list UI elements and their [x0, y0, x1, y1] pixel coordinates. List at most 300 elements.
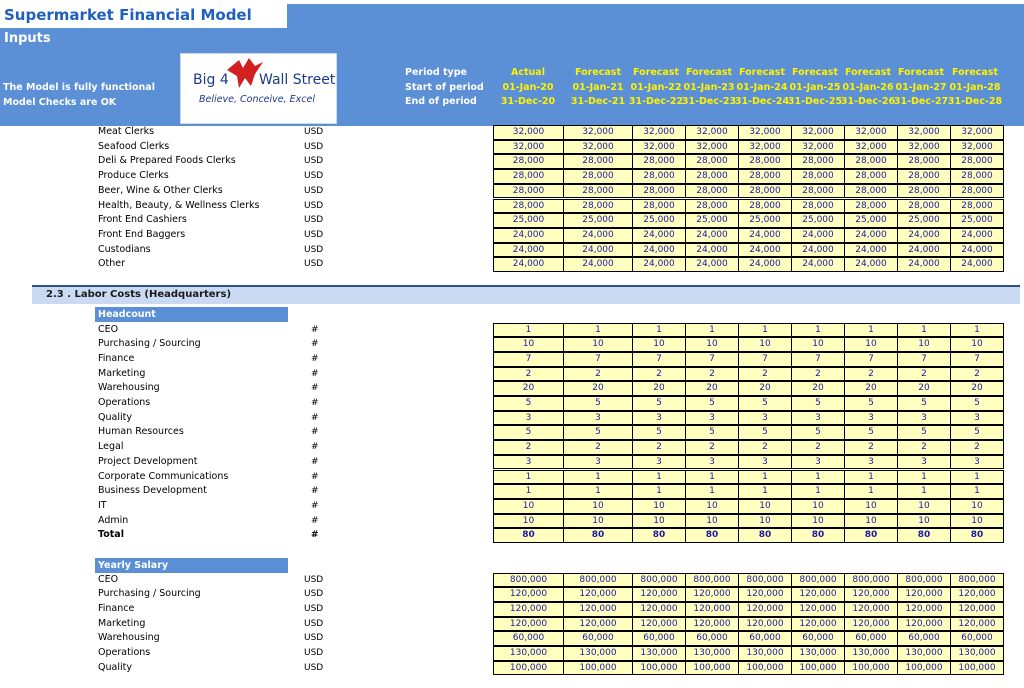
input-cell[interactable]: 10 — [897, 514, 951, 529]
input-cell[interactable]: 60,000 — [844, 631, 898, 646]
input-cell[interactable]: 28,000 — [791, 169, 845, 184]
input-cell[interactable]: 120,000 — [563, 617, 633, 632]
row-label: Legal — [98, 441, 124, 453]
input-cell[interactable]: 25,000 — [632, 213, 686, 228]
input-cell[interactable]: 24,000 — [632, 228, 686, 243]
input-cell[interactable]: 800,000 — [493, 573, 564, 588]
input-cell[interactable]: 2 — [791, 367, 845, 382]
input-cell[interactable]: 25,000 — [563, 213, 633, 228]
input-cell[interactable]: 10 — [685, 514, 739, 529]
input-cell[interactable]: 1 — [791, 470, 845, 485]
input-cell[interactable]: 100,000 — [844, 661, 898, 676]
input-cell[interactable]: 28,000 — [493, 199, 564, 214]
input-cell[interactable]: 25,000 — [950, 213, 1004, 228]
input-cell[interactable]: 28,000 — [493, 154, 564, 169]
input-cell[interactable]: 5 — [632, 425, 686, 440]
input-cell[interactable]: 120,000 — [950, 602, 1004, 617]
input-cell[interactable]: 28,000 — [563, 169, 633, 184]
input-cell[interactable]: 120,000 — [493, 602, 564, 617]
input-cell[interactable]: 3 — [844, 411, 898, 426]
input-cell[interactable]: 80 — [493, 528, 564, 543]
input-cell[interactable]: 10 — [950, 337, 1004, 352]
input-cell[interactable]: 10 — [685, 337, 739, 352]
input-cell[interactable]: 10 — [844, 499, 898, 514]
input-cell[interactable]: 32,000 — [738, 140, 792, 155]
input-cell[interactable]: 120,000 — [563, 587, 633, 602]
input-cell[interactable]: 32,000 — [791, 125, 845, 140]
input-cell[interactable]: 60,000 — [563, 631, 633, 646]
input-cell[interactable]: 120,000 — [632, 602, 686, 617]
input-cell[interactable]: 24,000 — [563, 243, 633, 258]
input-cell[interactable]: 20 — [632, 381, 686, 396]
input-cell[interactable]: 10 — [685, 499, 739, 514]
input-cell[interactable]: 5 — [493, 425, 564, 440]
start-period-label: Start of period — [405, 81, 484, 93]
input-cell[interactable]: 100,000 — [493, 661, 564, 676]
input-cell[interactable]: 10 — [632, 337, 686, 352]
input-cell[interactable]: 2 — [632, 440, 686, 455]
input-cell[interactable]: 25,000 — [685, 213, 739, 228]
input-cell[interactable]: 5 — [950, 425, 1004, 440]
input-cell[interactable]: 25,000 — [493, 213, 564, 228]
input-cell[interactable]: 1 — [738, 470, 792, 485]
input-cell[interactable]: 32,000 — [950, 125, 1004, 140]
input-cell[interactable]: 80 — [844, 528, 898, 543]
input-cell[interactable]: 1 — [632, 484, 686, 499]
input-cell[interactable]: 10 — [897, 499, 951, 514]
input-cell[interactable]: 1 — [897, 470, 951, 485]
input-cell[interactable]: 28,000 — [685, 199, 739, 214]
input-cell[interactable]: 3 — [632, 411, 686, 426]
input-cell[interactable]: 24,000 — [950, 243, 1004, 258]
input-cell[interactable]: 1 — [950, 484, 1004, 499]
input-cell[interactable]: 80 — [738, 528, 792, 543]
input-cell[interactable]: 24,000 — [844, 257, 898, 272]
input-cell[interactable]: 10 — [844, 337, 898, 352]
input-cell[interactable]: 7 — [791, 352, 845, 367]
input-cell[interactable]: 2 — [738, 440, 792, 455]
input-cell[interactable]: 1 — [563, 484, 633, 499]
input-cell[interactable]: 2 — [738, 367, 792, 382]
input-cell[interactable]: 80 — [563, 528, 633, 543]
input-cell[interactable]: 10 — [738, 499, 792, 514]
input-cell[interactable]: 80 — [791, 528, 845, 543]
input-cell[interactable]: 3 — [563, 411, 633, 426]
input-cell[interactable]: 1 — [738, 484, 792, 499]
input-cell[interactable]: 120,000 — [738, 587, 792, 602]
input-cell[interactable]: 10 — [632, 514, 686, 529]
row-label: Operations — [98, 647, 151, 658]
input-cell[interactable]: 28,000 — [563, 199, 633, 214]
input-cell[interactable]: 10 — [791, 337, 845, 352]
input-cell[interactable]: 28,000 — [844, 184, 898, 199]
input-cell[interactable]: 130,000 — [493, 646, 564, 661]
input-cell[interactable]: 7 — [493, 352, 564, 367]
input-cell[interactable]: 28,000 — [950, 199, 1004, 214]
input-cell[interactable]: 60,000 — [791, 631, 845, 646]
input-cell[interactable]: 7 — [738, 352, 792, 367]
input-cell[interactable]: 24,000 — [950, 257, 1004, 272]
input-cell[interactable]: 1 — [685, 470, 739, 485]
input-cell[interactable]: 24,000 — [493, 257, 564, 272]
input-cell[interactable]: 5 — [738, 396, 792, 411]
input-cell[interactable]: 32,000 — [897, 140, 951, 155]
input-cell[interactable]: 120,000 — [844, 617, 898, 632]
input-cell[interactable]: 28,000 — [738, 184, 792, 199]
input-cell[interactable]: 3 — [738, 455, 792, 470]
input-cell[interactable]: 800,000 — [791, 573, 845, 588]
input-cell[interactable]: 5 — [791, 396, 845, 411]
input-cell[interactable]: 60,000 — [493, 631, 564, 646]
input-cell[interactable]: 5 — [791, 425, 845, 440]
input-cell[interactable]: 3 — [897, 411, 951, 426]
input-cell[interactable]: 24,000 — [563, 257, 633, 272]
input-cell[interactable]: 32,000 — [632, 125, 686, 140]
input-cell[interactable]: 130,000 — [844, 646, 898, 661]
input-cell[interactable]: 2 — [897, 367, 951, 382]
input-cell[interactable]: 2 — [685, 440, 739, 455]
input-cell[interactable]: 800,000 — [632, 573, 686, 588]
input-cell[interactable]: 5 — [897, 396, 951, 411]
input-cell[interactable]: 32,000 — [563, 140, 633, 155]
input-cell[interactable]: 24,000 — [791, 257, 845, 272]
input-cell[interactable]: 130,000 — [563, 646, 633, 661]
input-cell[interactable]: 24,000 — [844, 243, 898, 258]
input-cell[interactable]: 28,000 — [632, 169, 686, 184]
input-cell[interactable]: 28,000 — [844, 169, 898, 184]
input-cell[interactable]: 28,000 — [738, 169, 792, 184]
input-cell[interactable]: 120,000 — [791, 602, 845, 617]
input-cell[interactable]: 20 — [897, 381, 951, 396]
input-cell[interactable]: 120,000 — [950, 617, 1004, 632]
input-cell[interactable]: 20 — [738, 381, 792, 396]
input-cell[interactable]: 24,000 — [950, 228, 1004, 243]
input-cell[interactable]: 100,000 — [738, 661, 792, 676]
input-cell[interactable]: 1 — [791, 484, 845, 499]
input-cell[interactable]: 130,000 — [950, 646, 1004, 661]
input-cell[interactable]: 800,000 — [897, 573, 951, 588]
input-cell[interactable]: 3 — [950, 455, 1004, 470]
input-cell[interactable]: 10 — [950, 499, 1004, 514]
input-cell[interactable]: 10 — [563, 499, 633, 514]
input-cell[interactable]: 100,000 — [632, 661, 686, 676]
input-cell[interactable]: 1 — [632, 470, 686, 485]
input-cell[interactable]: 3 — [738, 411, 792, 426]
period-ends-4: 31-Dec-24 — [734, 96, 790, 108]
input-cell[interactable]: 24,000 — [738, 257, 792, 272]
input-cell[interactable]: 10 — [897, 337, 951, 352]
input-cell[interactable]: 20 — [950, 381, 1004, 396]
input-cell[interactable]: 120,000 — [493, 587, 564, 602]
input-cell[interactable]: 28,000 — [685, 169, 739, 184]
input-cell[interactable]: 10 — [844, 514, 898, 529]
input-cell[interactable]: 120,000 — [563, 602, 633, 617]
input-cell[interactable]: 80 — [950, 528, 1004, 543]
input-cell[interactable]: 80 — [685, 528, 739, 543]
input-cell[interactable]: 7 — [897, 352, 951, 367]
input-cell[interactable]: 7 — [632, 352, 686, 367]
input-cell[interactable]: 3 — [563, 455, 633, 470]
input-cell[interactable]: 28,000 — [791, 154, 845, 169]
input-cell[interactable]: 2 — [493, 440, 564, 455]
input-cell[interactable]: 24,000 — [897, 243, 951, 258]
input-cell[interactable]: 3 — [685, 411, 739, 426]
input-cell[interactable]: 32,000 — [685, 140, 739, 155]
input-cell[interactable]: 32,000 — [685, 125, 739, 140]
input-cell[interactable]: 10 — [791, 499, 845, 514]
input-cell[interactable]: 28,000 — [563, 154, 633, 169]
input-cell[interactable]: 130,000 — [685, 646, 739, 661]
input-cell[interactable]: 100,000 — [563, 661, 633, 676]
input-cell[interactable]: 25,000 — [791, 213, 845, 228]
input-cell[interactable]: 28,000 — [738, 154, 792, 169]
input-cell[interactable]: 60,000 — [897, 631, 951, 646]
input-cell[interactable]: 100,000 — [685, 661, 739, 676]
input-cell[interactable]: 28,000 — [632, 199, 686, 214]
input-cell[interactable]: 120,000 — [738, 617, 792, 632]
input-cell[interactable]: 28,000 — [844, 154, 898, 169]
input-cell[interactable]: 24,000 — [493, 243, 564, 258]
input-cell[interactable]: 130,000 — [897, 646, 951, 661]
input-cell[interactable]: 60,000 — [685, 631, 739, 646]
input-cell[interactable]: 32,000 — [632, 140, 686, 155]
input-cell[interactable]: 28,000 — [563, 184, 633, 199]
input-cell[interactable]: 2 — [685, 367, 739, 382]
input-cell[interactable]: 80 — [897, 528, 951, 543]
input-cell[interactable]: 3 — [791, 411, 845, 426]
input-cell[interactable]: 5 — [844, 425, 898, 440]
input-cell[interactable]: 1 — [897, 484, 951, 499]
input-cell[interactable]: 1 — [685, 323, 739, 338]
input-cell[interactable]: 24,000 — [738, 243, 792, 258]
input-cell[interactable]: 3 — [493, 455, 564, 470]
input-cell[interactable]: 3 — [632, 455, 686, 470]
input-cell[interactable]: 20 — [844, 381, 898, 396]
input-cell[interactable]: 1 — [844, 323, 898, 338]
input-cell[interactable]: 60,000 — [950, 631, 1004, 646]
input-cell[interactable]: 100,000 — [897, 661, 951, 676]
input-cell[interactable]: 2 — [844, 440, 898, 455]
input-cell[interactable]: 120,000 — [738, 602, 792, 617]
input-cell[interactable]: 120,000 — [844, 587, 898, 602]
input-cell[interactable]: 32,000 — [897, 125, 951, 140]
input-cell[interactable]: 10 — [493, 514, 564, 529]
input-cell[interactable]: 32,000 — [738, 125, 792, 140]
input-cell[interactable]: 2 — [563, 367, 633, 382]
input-cell[interactable]: 120,000 — [493, 617, 564, 632]
input-cell[interactable]: 20 — [791, 381, 845, 396]
input-cell[interactable]: 24,000 — [685, 257, 739, 272]
input-cell[interactable]: 1 — [632, 323, 686, 338]
input-cell[interactable]: 24,000 — [685, 243, 739, 258]
input-cell[interactable]: 120,000 — [685, 602, 739, 617]
input-cell[interactable]: 5 — [950, 396, 1004, 411]
input-cell[interactable]: 800,000 — [950, 573, 1004, 588]
input-cell[interactable]: 130,000 — [632, 646, 686, 661]
period-ends-5: 31-Dec-25 — [787, 96, 843, 108]
input-cell[interactable]: 100,000 — [791, 661, 845, 676]
input-cell[interactable]: 10 — [738, 337, 792, 352]
input-cell[interactable]: 2 — [897, 440, 951, 455]
input-cell[interactable]: 32,000 — [493, 140, 564, 155]
input-cell[interactable]: 120,000 — [791, 617, 845, 632]
input-cell[interactable]: 10 — [563, 514, 633, 529]
input-cell[interactable]: 28,000 — [950, 169, 1004, 184]
input-cell[interactable]: 32,000 — [844, 125, 898, 140]
input-cell[interactable]: 28,000 — [685, 154, 739, 169]
input-cell[interactable]: 1 — [844, 470, 898, 485]
input-cell[interactable]: 3 — [950, 411, 1004, 426]
table-row — [0, 367, 1024, 382]
input-cell[interactable]: 24,000 — [844, 228, 898, 243]
input-cell[interactable]: 120,000 — [897, 617, 951, 632]
input-cell[interactable]: 28,000 — [950, 184, 1004, 199]
row-label: Quality — [98, 661, 132, 673]
input-cell[interactable]: 32,000 — [563, 125, 633, 140]
section-title: 2.3 . Labor Costs (Headquarters) — [46, 289, 232, 300]
input-cell[interactable]: 1 — [844, 484, 898, 499]
input-cell[interactable]: 24,000 — [632, 257, 686, 272]
input-cell[interactable]: 24,000 — [897, 228, 951, 243]
input-cell[interactable]: 20 — [685, 381, 739, 396]
input-cell[interactable]: 24,000 — [897, 257, 951, 272]
input-cell[interactable]: 800,000 — [738, 573, 792, 588]
input-cell[interactable]: 32,000 — [844, 140, 898, 155]
input-cell[interactable]: 3 — [685, 455, 739, 470]
input-cell[interactable]: 1 — [897, 323, 951, 338]
input-cell[interactable]: 28,000 — [844, 199, 898, 214]
input-cell[interactable]: 24,000 — [632, 243, 686, 258]
input-cell[interactable]: 3 — [844, 455, 898, 470]
input-cell[interactable]: 2 — [563, 440, 633, 455]
input-cell[interactable]: 60,000 — [738, 631, 792, 646]
input-cell[interactable]: 120,000 — [685, 617, 739, 632]
input-cell[interactable]: 1 — [493, 484, 564, 499]
input-cell[interactable]: 130,000 — [738, 646, 792, 661]
input-cell[interactable]: 120,000 — [632, 617, 686, 632]
input-cell[interactable]: 10 — [738, 514, 792, 529]
input-cell[interactable]: 5 — [685, 425, 739, 440]
input-cell[interactable]: 28,000 — [685, 184, 739, 199]
input-cell[interactable]: 7 — [685, 352, 739, 367]
input-cell[interactable]: 3 — [897, 455, 951, 470]
input-cell[interactable]: 1 — [738, 323, 792, 338]
input-cell[interactable]: 24,000 — [791, 228, 845, 243]
input-cell[interactable]: 10 — [632, 499, 686, 514]
input-cell[interactable]: 10 — [791, 514, 845, 529]
input-cell[interactable]: 5 — [493, 396, 564, 411]
input-cell[interactable]: 10 — [493, 499, 564, 514]
input-cell[interactable]: 25,000 — [844, 213, 898, 228]
input-cell[interactable]: 24,000 — [563, 228, 633, 243]
input-cell[interactable]: 24,000 — [685, 228, 739, 243]
input-cell[interactable]: 28,000 — [897, 184, 951, 199]
input-cell[interactable]: 28,000 — [493, 169, 564, 184]
input-cell[interactable]: 120,000 — [791, 587, 845, 602]
input-cell[interactable]: 5 — [897, 425, 951, 440]
input-cell[interactable]: 3 — [493, 411, 564, 426]
input-cell[interactable]: 1 — [950, 470, 1004, 485]
input-cell[interactable]: 7 — [950, 352, 1004, 367]
input-cell[interactable]: 80 — [632, 528, 686, 543]
input-cell[interactable]: 28,000 — [791, 199, 845, 214]
input-cell[interactable]: 800,000 — [844, 573, 898, 588]
input-cell[interactable]: 10 — [493, 337, 564, 352]
input-cell[interactable]: 20 — [493, 381, 564, 396]
input-cell[interactable]: 5 — [632, 396, 686, 411]
input-cell[interactable]: 1 — [563, 323, 633, 338]
input-cell[interactable]: 28,000 — [791, 184, 845, 199]
input-cell[interactable]: 5 — [563, 425, 633, 440]
input-cell[interactable]: 28,000 — [738, 199, 792, 214]
input-cell[interactable]: 10 — [950, 514, 1004, 529]
input-cell[interactable]: 7 — [844, 352, 898, 367]
input-cell[interactable]: 5 — [563, 396, 633, 411]
input-cell[interactable]: 120,000 — [844, 602, 898, 617]
input-cell[interactable]: 28,000 — [897, 199, 951, 214]
input-cell[interactable]: 1 — [563, 470, 633, 485]
input-cell[interactable]: 32,000 — [791, 140, 845, 155]
input-cell[interactable]: 28,000 — [632, 184, 686, 199]
input-cell[interactable]: 10 — [563, 337, 633, 352]
input-cell[interactable]: 800,000 — [563, 573, 633, 588]
input-cell[interactable]: 28,000 — [632, 154, 686, 169]
input-cell[interactable]: 100,000 — [950, 661, 1004, 676]
input-cell[interactable]: 130,000 — [791, 646, 845, 661]
input-cell[interactable]: 5 — [844, 396, 898, 411]
input-cell[interactable]: 120,000 — [897, 587, 951, 602]
input-cell[interactable]: 24,000 — [493, 228, 564, 243]
input-cell[interactable]: 1 — [791, 323, 845, 338]
input-cell[interactable]: 5 — [685, 396, 739, 411]
table-row — [0, 213, 1024, 228]
input-cell[interactable]: 2 — [844, 367, 898, 382]
input-cell[interactable]: 28,000 — [897, 154, 951, 169]
input-cell[interactable]: 25,000 — [897, 213, 951, 228]
input-cell[interactable]: 1 — [685, 484, 739, 499]
input-cell[interactable]: 120,000 — [950, 587, 1004, 602]
input-cell[interactable]: 120,000 — [632, 587, 686, 602]
input-cell[interactable]: 1 — [493, 470, 564, 485]
input-cell[interactable]: 2 — [950, 440, 1004, 455]
input-cell[interactable]: 1 — [493, 323, 564, 338]
input-cell[interactable]: 24,000 — [791, 243, 845, 258]
table-row — [0, 140, 1024, 155]
input-cell[interactable]: 2 — [632, 367, 686, 382]
input-cell[interactable]: 25,000 — [738, 213, 792, 228]
input-cell[interactable]: 28,000 — [950, 154, 1004, 169]
input-cell[interactable]: 3 — [791, 455, 845, 470]
input-cell[interactable]: 800,000 — [685, 573, 739, 588]
input-cell[interactable]: 32,000 — [950, 140, 1004, 155]
input-cell[interactable]: 24,000 — [738, 228, 792, 243]
input-cell[interactable]: 28,000 — [897, 169, 951, 184]
input-cell[interactable]: 7 — [563, 352, 633, 367]
input-cell[interactable]: 2 — [950, 367, 1004, 382]
input-cell[interactable]: 1 — [950, 323, 1004, 338]
input-cell[interactable]: 2 — [791, 440, 845, 455]
input-cell[interactable]: 120,000 — [685, 587, 739, 602]
input-cell[interactable]: 5 — [738, 425, 792, 440]
input-cell[interactable]: 32,000 — [493, 125, 564, 140]
input-cell[interactable]: 2 — [493, 367, 564, 382]
input-cell[interactable]: 60,000 — [632, 631, 686, 646]
input-cell[interactable]: 28,000 — [493, 184, 564, 199]
input-cell[interactable]: 20 — [563, 381, 633, 396]
row-label: Admin — [98, 514, 129, 526]
input-cell[interactable]: 120,000 — [897, 602, 951, 617]
row-unit: # — [311, 515, 319, 526]
